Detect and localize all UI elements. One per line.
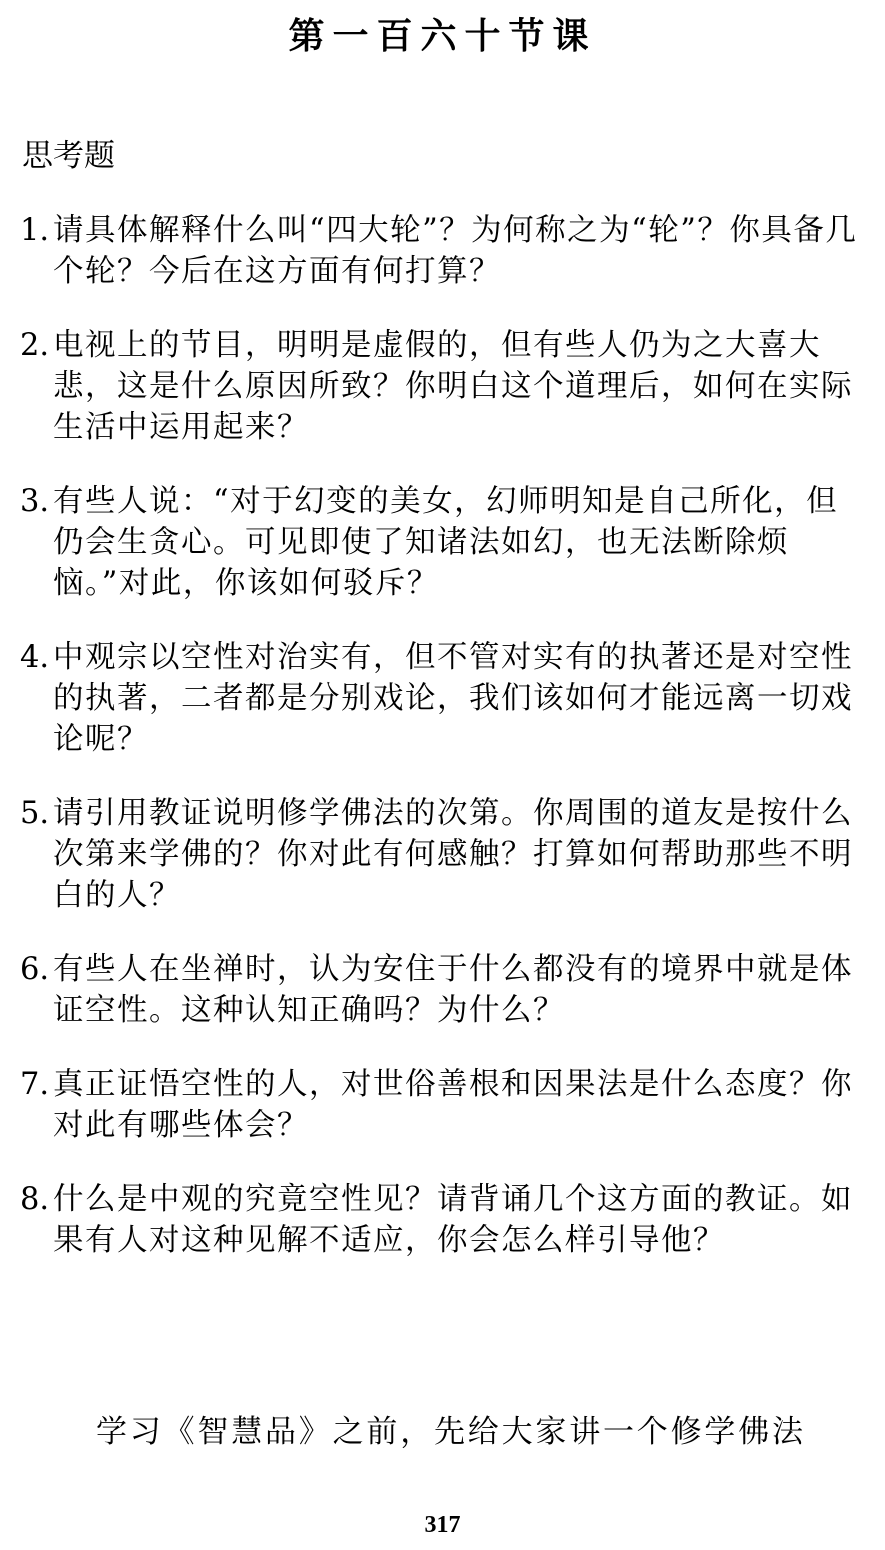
question-text: 电视上的节目，明明是虚假的，但有些人仍为之大喜大悲，这是什么原因所致？你明白这个道理后，如何在实际生活中运用起来？	[53, 328, 853, 445]
question-item	[20, 949, 868, 1031]
question-item	[20, 210, 868, 292]
question-number: 1.	[20, 213, 50, 248]
question-text: 有些人说：“对于幻变的美女，幻师明知是自己所化，但仍会生贪心。可见即使了知诸法如幻，也无法断除烦恼。”对此，你该如何驳斥？	[53, 484, 839, 601]
question-number: 6.	[20, 952, 50, 987]
question-text: 真正证悟空性的人，对世俗善根和因果法是什么态度？你对此有哪些体会？	[53, 1067, 853, 1143]
question-item	[20, 1064, 868, 1146]
question-item	[20, 793, 868, 916]
question-item	[20, 481, 868, 604]
body-paragraph: 学习《智慧品》之前，先给大家讲一个修学佛法	[96, 1414, 806, 1450]
question-item	[20, 325, 868, 448]
question-item	[20, 637, 868, 760]
question-number: 4.	[20, 640, 50, 675]
question-text: 有些人在坐禅时，认为安住于什么都没有的境界中就是体证空性。这种认知正确吗？为什么？	[53, 952, 853, 1028]
question-text: 中观宗以空性对治实有，但不管对实有的执著还是对空性的执著，二者都是分别戏论，我们该如何才能远离一切戏论呢？	[53, 640, 853, 757]
question-item	[20, 1179, 868, 1261]
question-number: 3.	[20, 484, 50, 519]
question-number: 5.	[20, 796, 50, 831]
question-text: 请引用教证说明修学佛法的次第。你周围的道友是按什么次第来学佛的？你对此有何感触？打算如何帮助那些不明白的人？	[53, 796, 853, 913]
page-number: 317	[424, 1512, 461, 1538]
question-text: 请具体解释什么叫“四大轮”？为何称之为“轮”？你具备几个轮？今后在这方面有何打算？	[53, 213, 858, 289]
question-number: 8.	[20, 1182, 50, 1217]
question-number: 2.	[20, 328, 50, 363]
question-text: 什么是中观的究竟空性见？请背诵几个这方面的教证。如果有人对这种见解不适应，你会怎么样引导他？	[53, 1182, 853, 1258]
question-list	[20, 210, 868, 1294]
page-title: 第一百六十节课	[288, 15, 597, 57]
question-number: 7.	[20, 1067, 50, 1102]
section-heading: 思考题	[22, 138, 115, 174]
